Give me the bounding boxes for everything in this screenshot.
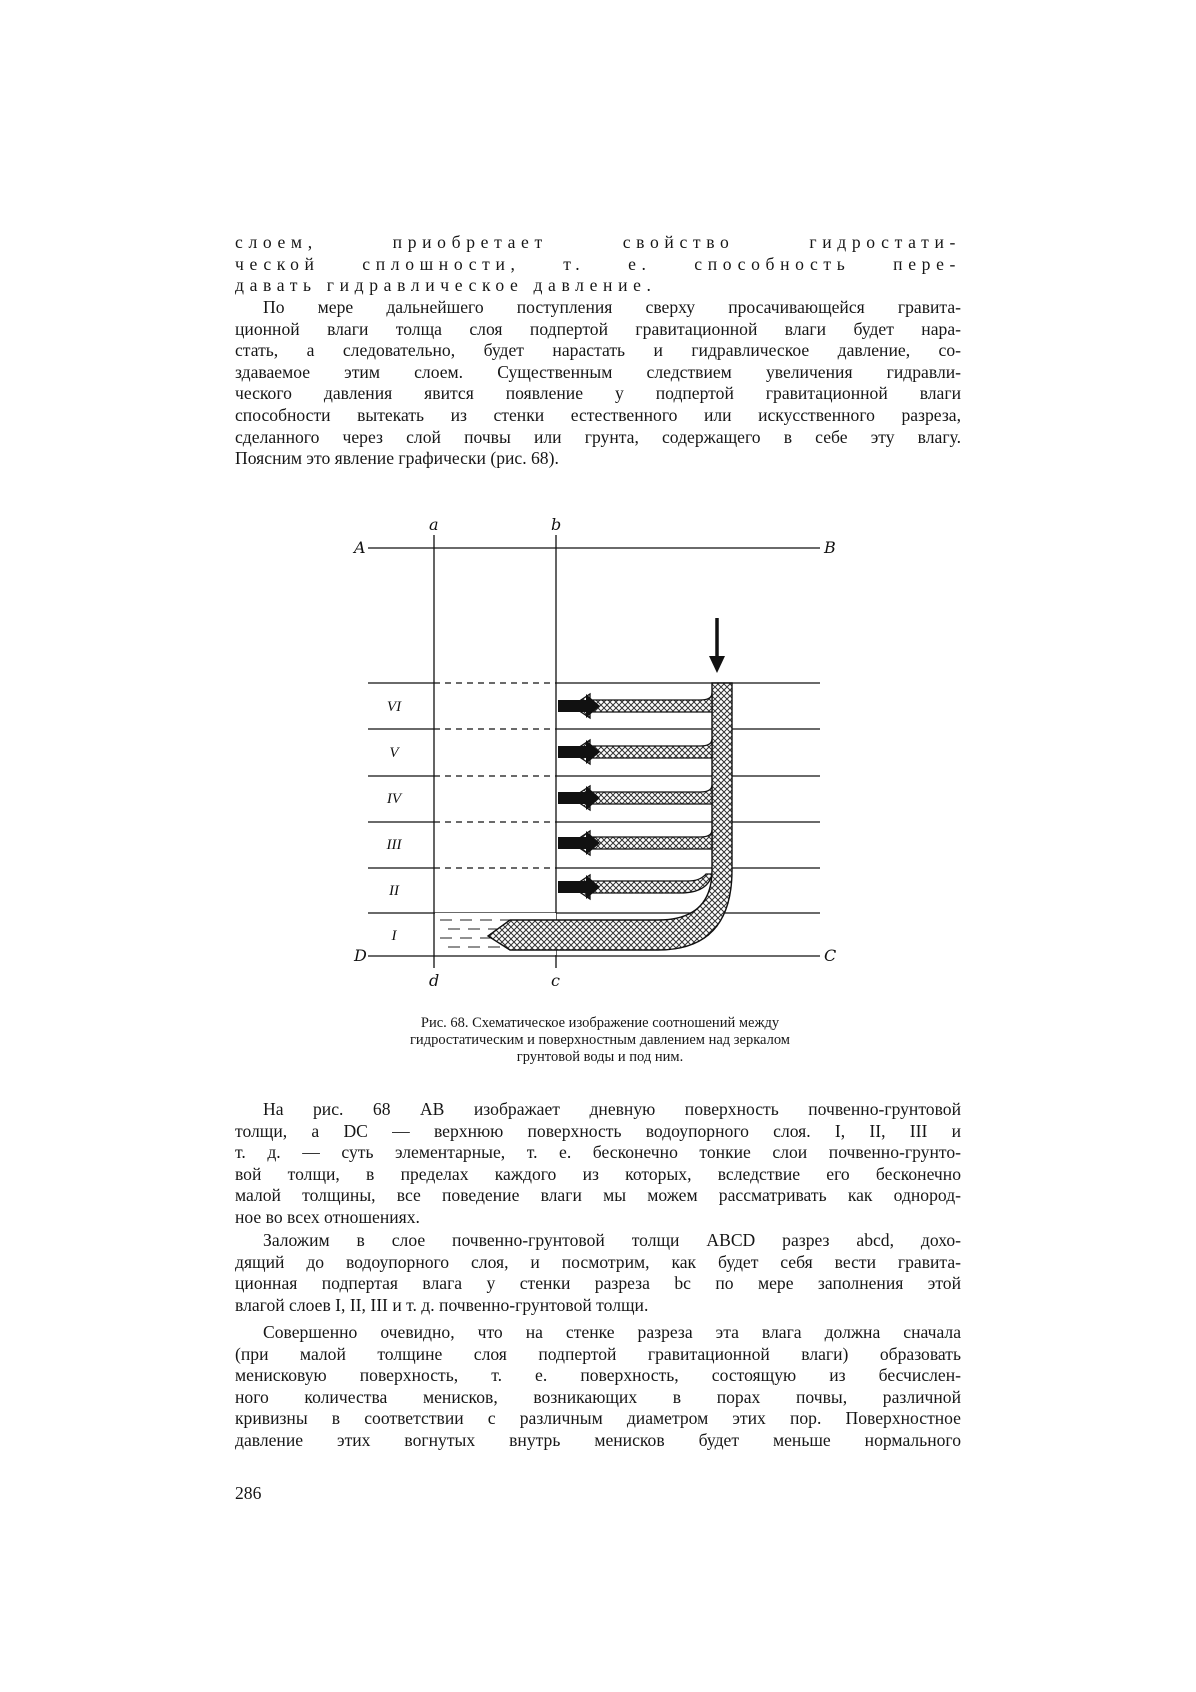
black-arrow-ii bbox=[558, 875, 600, 899]
main-flow-band bbox=[488, 683, 732, 950]
text-line: ческой сплошности, т. е. способность пере- bbox=[235, 253, 961, 274]
text-line: (при малой толщине слоя подпертой гравитационной влаги) образовать bbox=[235, 1343, 961, 1364]
paragraph-4 bbox=[235, 1230, 961, 1316]
layer-label-v: V bbox=[389, 745, 399, 761]
text-line: ное во всех отношениях. bbox=[235, 1206, 420, 1227]
text-line: ного количества менисков, возникающих в порах почвы, различной bbox=[235, 1386, 961, 1407]
caption-line: гидростатическим и поверхностным давлением над зеркалом bbox=[409, 1032, 790, 1048]
label-b: b bbox=[551, 515, 562, 534]
text-line: кривизны в соответствии с различным диаметром этих пор. Поверхностное bbox=[235, 1408, 961, 1429]
text-line: ческого давления явится появление у подпертой гравитационной влаги bbox=[235, 383, 961, 404]
figure-68-diagram bbox=[340, 510, 860, 990]
label-A: A bbox=[354, 538, 366, 557]
figure-caption bbox=[330, 1015, 870, 1066]
text-line: способности вытекать из стенки естественного или искусственного разреза, bbox=[235, 404, 961, 425]
text-line: ционной влаги толща слоя подпертой гравитационной влаги будет нара- bbox=[235, 318, 961, 339]
layer-label-ii: II bbox=[389, 883, 399, 899]
paragraph-3 bbox=[235, 1099, 961, 1229]
label-c: c bbox=[551, 971, 560, 990]
label-D: D bbox=[354, 946, 367, 965]
paragraph-5 bbox=[235, 1322, 961, 1452]
caption-line: грунтовой воды и под ним. bbox=[516, 1049, 684, 1065]
text-line: толщи, а DC — верхнюю поверхность водоупорного слоя. I, II, III и bbox=[235, 1120, 961, 1141]
page-number: 286 bbox=[235, 1483, 262, 1503]
text-line: ционная подпертая влага у стенки разреза bc по мере заполнения этой bbox=[235, 1273, 961, 1294]
caption-line: Рис. 68. Схематическое изображение соотношений между bbox=[420, 1015, 780, 1031]
text-line: сделанного через слой почвы или грунта, содержащего в себе эту влагу. bbox=[235, 426, 961, 447]
label-a: a bbox=[429, 515, 439, 534]
layer-label-i: I bbox=[391, 928, 397, 944]
black-arrow-vi bbox=[558, 694, 600, 718]
text-line: вой толщи, в пределах каждого из которых, вследствие его бесконечно bbox=[235, 1163, 961, 1184]
layer-label-iii: III bbox=[386, 837, 402, 853]
label-d: d bbox=[429, 971, 440, 990]
text-line: давление этих вогнутых внутрь менисков будет меньше нормального bbox=[235, 1429, 961, 1450]
text-line: Заложим в слое почвенно-грунтовой толщи ABCD разрез abcd, дохо- bbox=[263, 1230, 961, 1250]
black-arrow-v bbox=[558, 740, 600, 764]
text-line: давать гидравлическое давление. bbox=[235, 275, 657, 296]
text-line: влагой слоев I, II, III и т. д. почвенно-грунтовой толщи. bbox=[235, 1294, 649, 1315]
layer-label-iv: IV bbox=[386, 791, 402, 807]
black-arrow-iv bbox=[558, 786, 600, 810]
top-paragraph bbox=[235, 232, 961, 297]
text-line: По мере дальнейшего поступления сверху просачивающейся гравита- bbox=[263, 297, 961, 317]
label-C: C bbox=[824, 946, 837, 965]
text-line: дящий до водоупорного слоя, и посмотрим, как будет себя вести гравита- bbox=[235, 1251, 961, 1272]
paragraph-2 bbox=[235, 297, 961, 470]
layer-label-vi: VI bbox=[386, 699, 402, 715]
text-line: Поясним это явление графически (рис. 68). bbox=[235, 448, 559, 469]
text-line: т. д. — суть элементарные, т. е. бесконечно тонкие слои почвенно-грунто- bbox=[235, 1142, 961, 1163]
text-line: На рис. 68 AB изображает дневную поверхность почвенно-грунтовой bbox=[263, 1099, 961, 1119]
text-line: Совершенно очевидно, что на стенке разреза эта влага должна сначала bbox=[263, 1322, 961, 1342]
text-line: слоем, приобретает свойство гидростати- bbox=[235, 232, 961, 252]
text-line: здаваемое этим слоем. Существенным следствием увеличения гидравли- bbox=[235, 361, 961, 382]
down-arrow bbox=[709, 618, 725, 673]
gravitational-flow bbox=[488, 683, 732, 950]
text-line: малой толщины, все поведение влаги мы можем рассматривать как однород- bbox=[235, 1185, 961, 1206]
figure-68 bbox=[340, 510, 860, 995]
text-line: стать, а следовательно, будет нарастать и гидравлическое давление, со- bbox=[235, 340, 961, 361]
black-arrow-iii bbox=[558, 831, 600, 855]
text-line: менисковую поверхность, т. е. поверхность, состоящую из бесчислен- bbox=[235, 1365, 961, 1386]
label-B: B bbox=[824, 538, 836, 557]
